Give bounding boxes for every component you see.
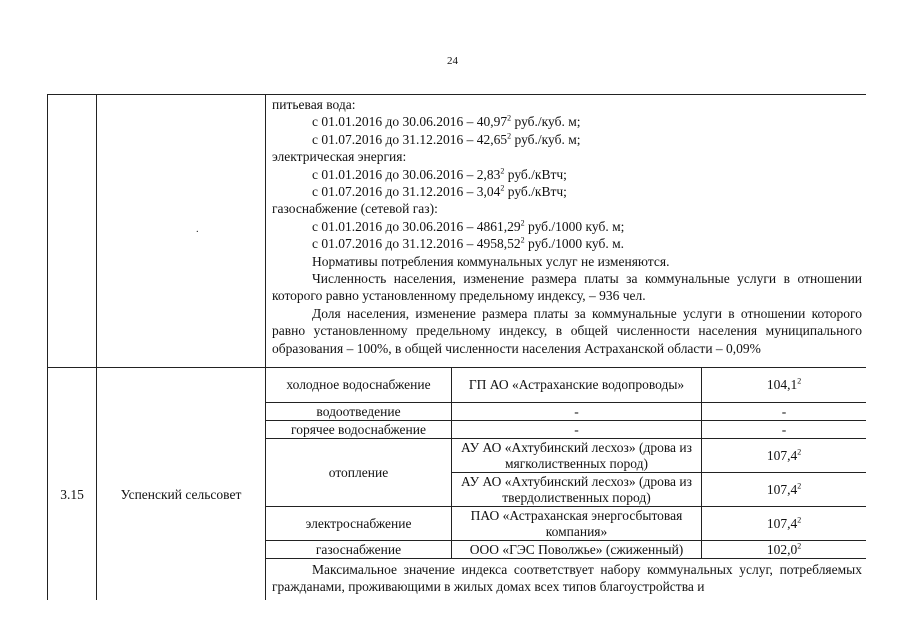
electricity-rate-1: с 01.01.2016 до 30.06.2016 – 2,83$^2$ руб./кВтч; [312,166,567,182]
provider-name: ООО «ГЭС Поволжье» (сжиженный) [452,541,702,559]
service-name: отопление [266,439,452,507]
prev-name-cell [97,95,266,368]
water-rate-1: с 01.01.2016 до 30.06.2016 – 40,97$^2$ руб./куб. м; [312,113,581,130]
provider-name: ГП АО «Астраханские водопроводы» [452,368,702,403]
prev-section-row [48,95,867,368]
electricity-heading: электрическая энергия: [272,149,407,165]
electricity-rate-2: с 01.07.2016 до 31.12.2016 – 3,04$^2$ руб./кВтч; [312,183,567,200]
municipality-name: Успенский сельсовет [97,368,266,601]
tariff-table-frame [47,94,866,600]
page-number: 24 [447,55,458,67]
provider-name: ПАО «Астраханская энергосбытовая компания» [452,507,702,541]
index-value: 107,4$^2$ [702,507,867,541]
index-value: 102,0$^2$ [702,541,867,559]
service-name: водоотведение [266,403,452,421]
provider-name: АУ АО «Ахтубинский лесхоз» (дрова из твердолиственных пород) [452,473,702,507]
norms-paragraph: Нормативы потребления коммунальных услуг не изменяются. [312,253,670,269]
service-name: горячее водоснабжение [266,421,452,439]
gas-heading: газоснабжение (сетевой газ): [272,201,438,217]
row-number: 3.15 [48,368,97,601]
share-paragraph: Доля населения, изменение размера платы за коммунальные услуги в отношении которого равно установленному предельному индексу, в общей численности населения муниципального образования – 100%, в общей численности населения Астраханской области – 0,09% [272,305,863,356]
population-paragraph: Численность населения, изменение размера платы за коммунальные услуги в отношении которого равно установленному предельному индексу, – 936 чел. [272,271,863,304]
provider-name: АУ АО «Ахтубинский лесхоз» (дрова из мягколиственных пород) [452,439,702,473]
prev-number-cell [48,95,97,368]
gas-rate-1: с 01.01.2016 до 30.06.2016 – 4861,29$^2$ руб./1000 куб. м; [312,218,625,234]
provider-name: - [452,421,702,439]
stray-mark: · [195,227,199,238]
index-value: 107,4$^2$ [702,439,867,473]
gas-rate-2: с 01.07.2016 до 31.12.2016 – 4958,52$^2$ руб./1000 куб. м. [312,235,624,252]
water-heading: питьевая вода: [272,97,356,112]
service-name: электроснабжение [266,507,452,541]
index-value: 107,4$^2$ [702,473,867,507]
index-value: - [702,403,867,421]
tariff-table [47,94,866,600]
service-name: холодное водоснабжение [266,368,452,403]
prev-section-text [266,95,867,368]
index-value: 104,1$^2$ [702,368,867,403]
service-name: газоснабжение [266,541,452,559]
water-rate-2: с 01.07.2016 до 31.12.2016 – 42,65$^2$ руб./куб. м; [312,131,581,147]
index-value: - [702,421,867,439]
service-row [48,368,867,403]
continuation-text: Максимальное значение индекса соответствует набору коммунальных услуг, потребляемых гражданами, проживающими в жилых домах всех типов благоустройства и [266,559,867,601]
provider-name: - [452,403,702,421]
